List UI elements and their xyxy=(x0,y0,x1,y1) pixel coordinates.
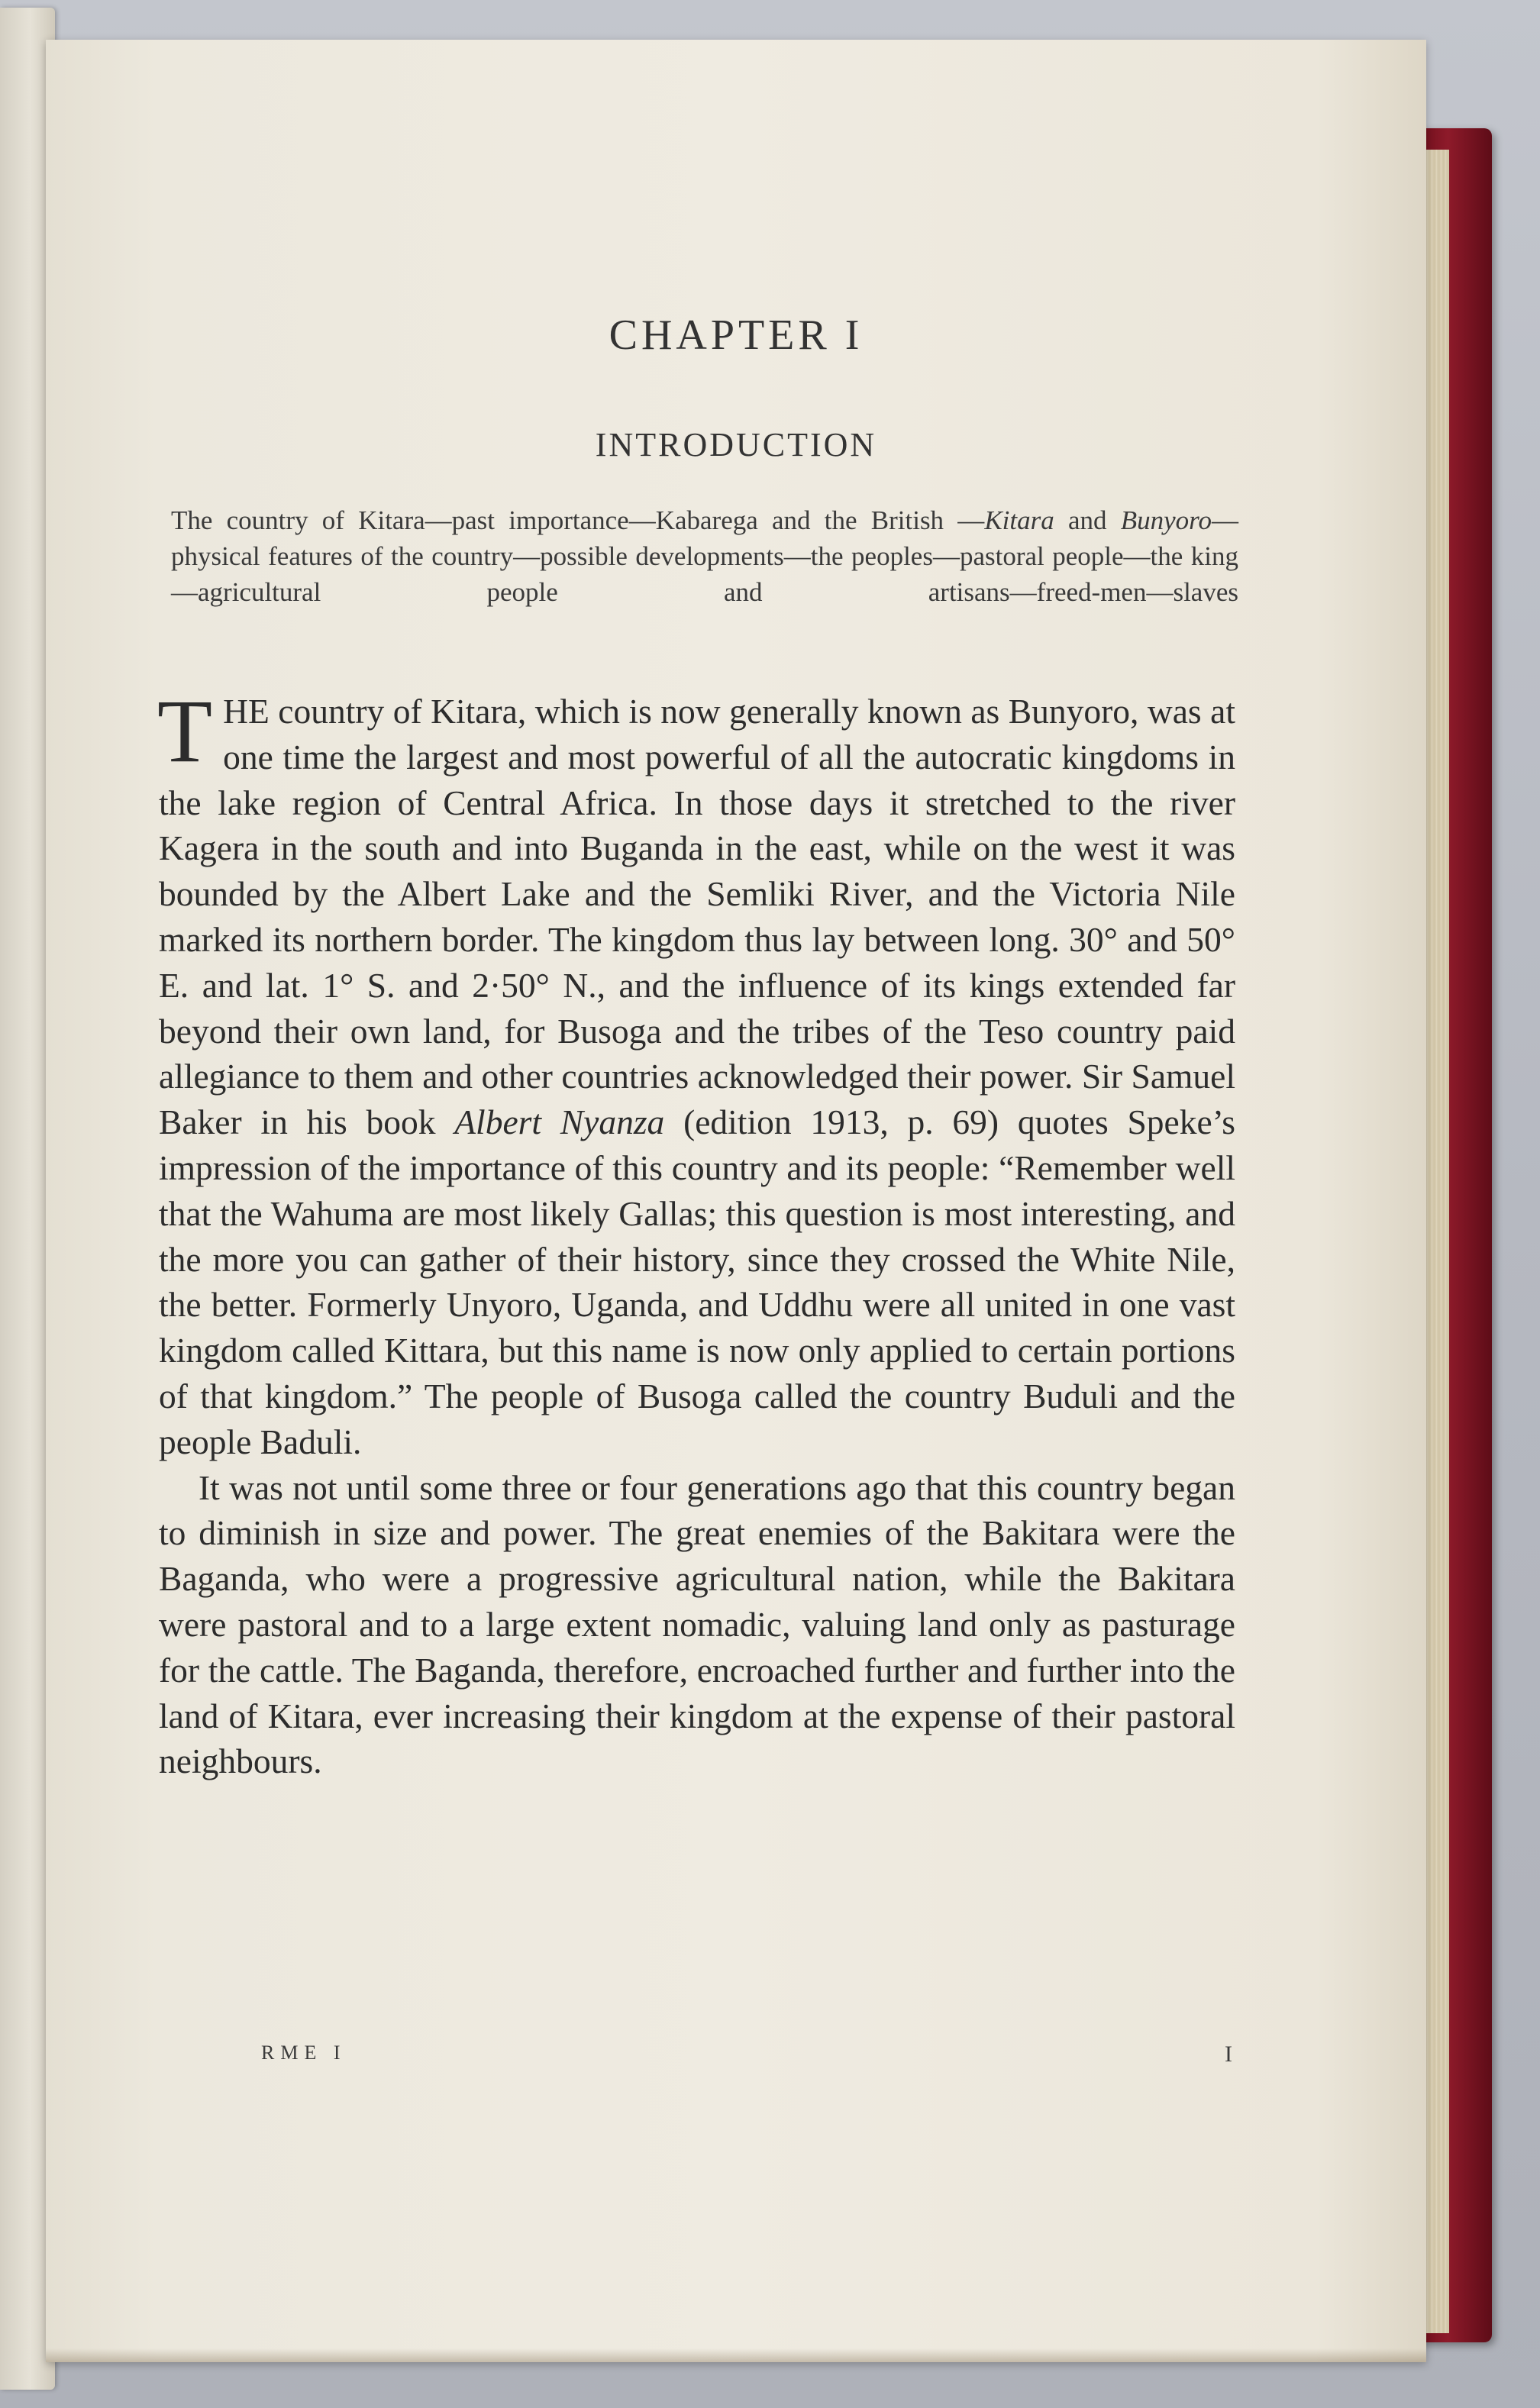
summary-and: and xyxy=(1054,505,1121,535)
summary-text-1: The country of Kitara—past importance—Kabarega and the British — xyxy=(171,505,985,535)
body-text xyxy=(157,681,1235,1784)
summary-text-2: —physical features of the country—possible developments—the peoples—pastoral people—the king—agricultural people and artisans—freed-men—slaves xyxy=(171,505,1238,607)
book-page xyxy=(46,40,1426,2362)
paragraph-1-text-a: HE country of Kitara, which is now generally known as Bunyoro, was at one time the largest and most powerful of all the autocratic kingdoms in the lake region of Central Africa. In those days it stretched to the river Kagera in the south and into Buganda in the east, while on the west it was bounded by the Albert Lake and the Semliki River, and the Victoria Nile marked its northern border. The kingdom thus lay between long. 30° and 50° E. and lat. 1° S. and 2·50° N., and the influence of its kings extended far beyond their own land, for Busoga and the tribes of the Teso country paid allegiance to them and other countries acknowledged their power. Sir Samuel Baker in his book xyxy=(159,692,1235,1142)
chapter-heading: CHAPTER I xyxy=(609,311,864,359)
chapter-title: INTRODUCTION xyxy=(595,426,877,463)
page-number: I xyxy=(1225,2042,1232,2067)
paragraph-1 xyxy=(157,681,1235,1465)
paragraph-2: It was not until some three or four generations ago that this country began to diminish in size and power. The great enemies of the Bakitara were the Baganda, who were a progressive agricultural nation, while the Bakitara were pastoral and to a large extent nomadic, valuing land only as pasturage for the cattle. The Baganda, therefore, encroached further and further into the land of Kitara, ever increasing their kingdom at the expense of their pastoral neighbours. xyxy=(159,1467,1235,1781)
book-title: Albert Nyanza xyxy=(454,1102,665,1142)
chapter-summary xyxy=(171,502,1238,610)
paragraph-1-text-b: (edition 1913, p. 69) quotes Speke’s impression of the importance of this country and its people: “Remember well that the Wahuma are most likely Gallas; this question is most interesting, and the more you can gather of their history, since they crossed the White Nile, the better. Formerly Unyoro, Uganda, and Uddhu were all united in one vast kingdom called Kittara, but this name is now only applied to certain portions of that kingdom.” The people of Busoga called the country Buduli and the people Baduli. xyxy=(159,1102,1235,1461)
drop-cap: T xyxy=(157,681,213,781)
signature-mark: RME I xyxy=(261,2042,347,2064)
summary-italic-kitara: Kitara xyxy=(984,505,1054,535)
summary-italic-bunyoro: Bunyoro xyxy=(1120,505,1212,535)
